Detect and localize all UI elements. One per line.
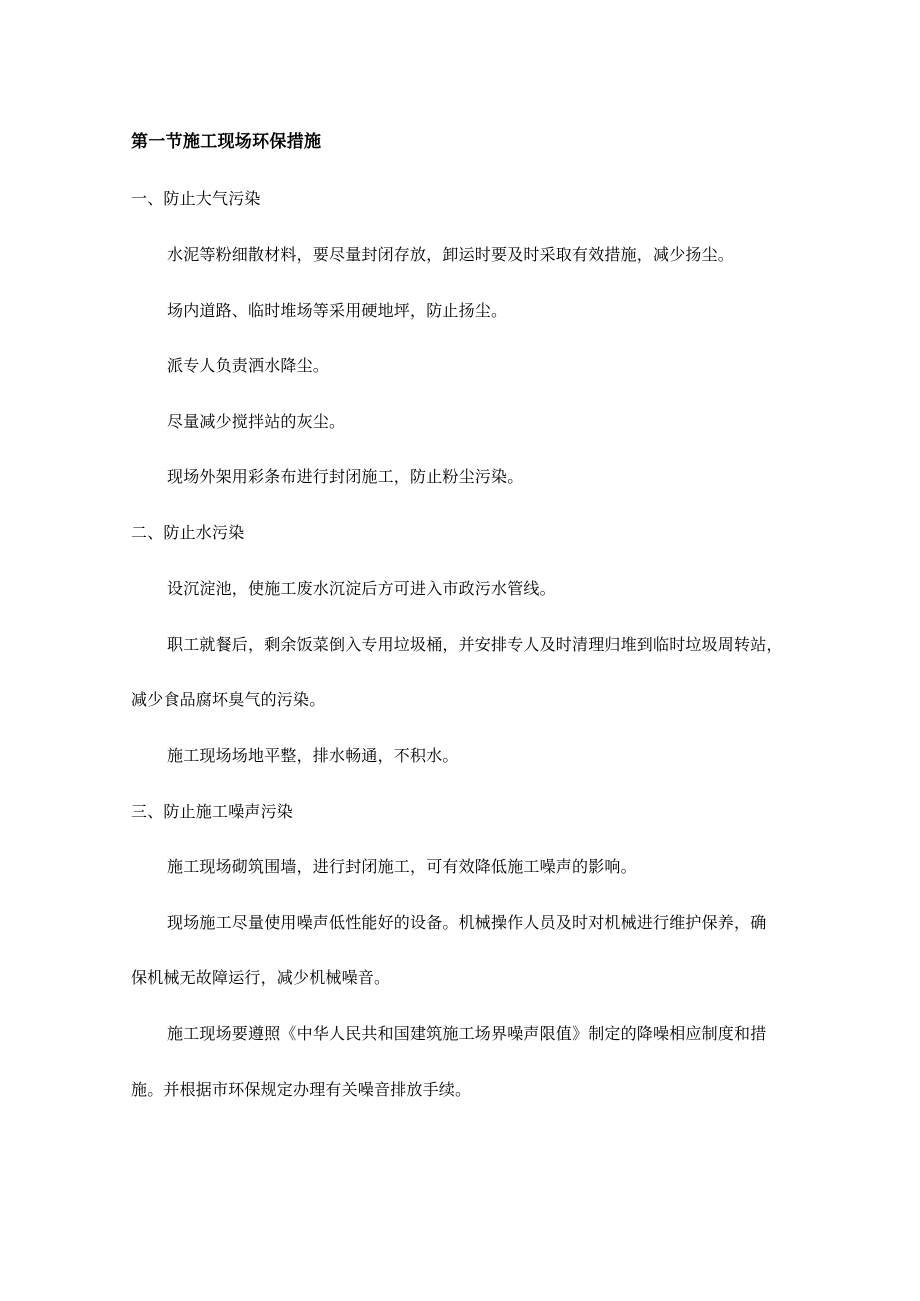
paragraph-line: 保机械无故障运行，减少机械噪音。 bbox=[131, 968, 391, 987]
paragraph-line: 减少食品腐坏臭气的污染。 bbox=[131, 690, 326, 709]
paragraph-line: 设沉淀池，使施工废水沉淀后方可进入市政污水管线。 bbox=[167, 579, 556, 598]
paragraph-line: 派专人负责洒水降尘。 bbox=[167, 356, 330, 375]
paragraph-line: 施工现场要遵照《中华人民共和国建筑施工场界噪声限值》制定的降噪相应制度和措 bbox=[167, 1024, 767, 1043]
paragraph-line: 现场施工尽量使用噪声低性能好的设备。机械操作人员及时对机械进行维护保养，确 bbox=[167, 913, 767, 932]
paragraph-line: 场内道路、临时堆场等采用硬地坪，防止扬尘。 bbox=[167, 301, 508, 320]
section-heading-noise: 三、防止施工噪声污染 bbox=[131, 802, 294, 821]
paragraph-line: 施工现场场地平整，排水畅通，不积水。 bbox=[167, 746, 459, 765]
paragraph-line: 施。并根据市环保规定办理有关噪音排放手续。 bbox=[131, 1080, 472, 1099]
paragraph-line: 职工就餐后，剩余饭菜倒入专用垃圾桶，并安排专人及时清理归堆到临时垃圾周转站， bbox=[167, 635, 783, 654]
page-title: 第一节施工现场环保措施 bbox=[131, 132, 322, 152]
section-heading-air: 一、防止大气污染 bbox=[131, 189, 261, 208]
paragraph-line: 水泥等粉细散材料，要尽量封闭存放，卸运时要及时采取有效措施，减少扬尘。 bbox=[167, 245, 735, 264]
paragraph-line: 施工现场砌筑围墙，进行封闭施工，可有效降低施工噪声的影响。 bbox=[167, 857, 637, 876]
paragraph-line: 现场外架用彩条布进行封闭施工，防止粉尘污染。 bbox=[167, 467, 524, 486]
paragraph-line: 尽量减少搅拌站的灰尘。 bbox=[167, 412, 346, 431]
section-heading-water: 二、防止水污染 bbox=[131, 523, 245, 542]
